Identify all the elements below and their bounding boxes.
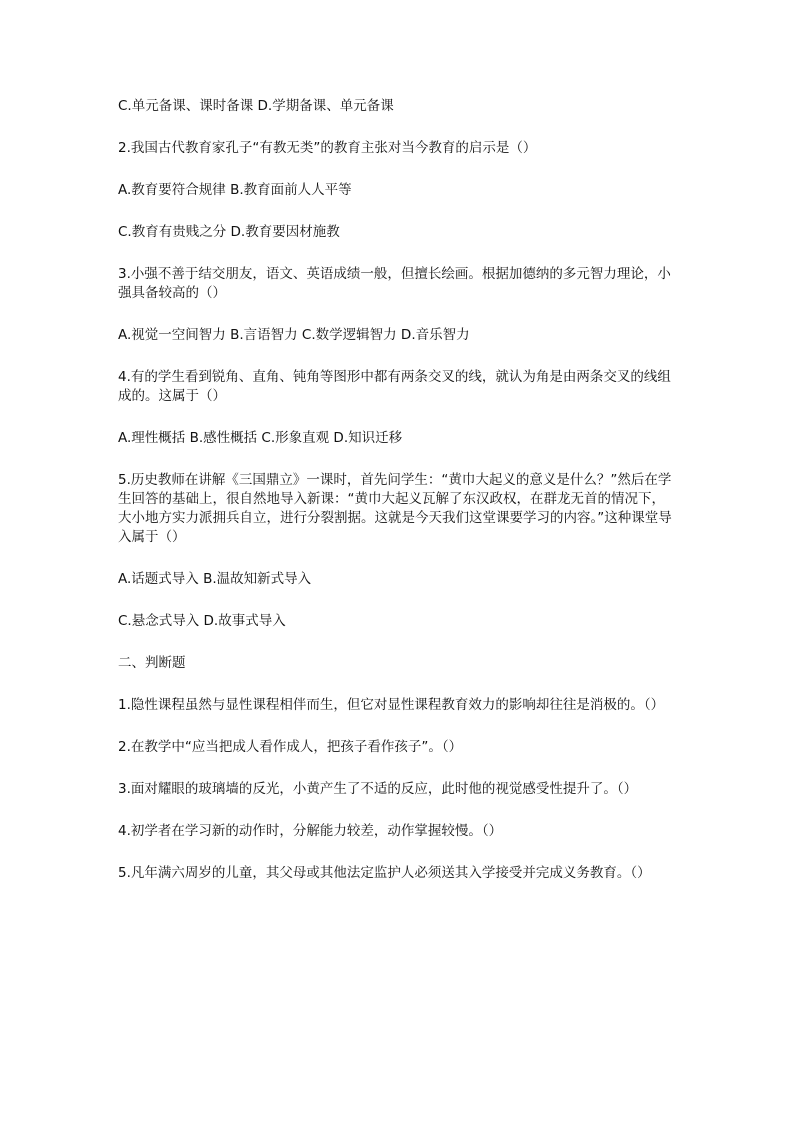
question-judge-5: 5.凡年满六周岁的儿童，其父母或其他法定监护人必须送其入学接受并完成义务教育。（） — [118, 865, 651, 881]
question-judge-2: 2.在教学中“应当把成人看作成人，把孩子看作孩子”。（） — [118, 739, 463, 755]
question-choice-2: 2.我国古代教育家孔子“有教无类”的教育主张对当今教育的启示是（） — [118, 140, 537, 156]
section-heading: 二、判断题 — [118, 655, 186, 671]
question-judge-3: 3.面对耀眼的玻璃墙的反光，小黄产生了不适的反应，此时他的视觉感受性提升了。（） — [118, 781, 638, 797]
option-line-abcd: A.视觉一空间智力 B.言语智力 C.数学逻辑智力 D.音乐智力 — [118, 327, 470, 343]
option-line-cd: C.教育有贵贱之分 D.教育要因材施教 — [118, 224, 340, 240]
question-judge-1: 1.隐性课程虽然与显性课程相伴而生，但它对显性课程教育效力的影响却往往是消极的。（） — [118, 697, 665, 713]
option-line-ab: A.话题式导入 B.温故知新式导入 — [118, 571, 312, 587]
option-line-ab: A.教育要符合规律 B.教育面前人人平等 — [118, 182, 352, 198]
question-choice-3: 3.小强不善于结交朋友，语文、英语成绩一般，但擅长绘画。根据加德纳的多元智力理论，小强具备较高的（） — [118, 266, 671, 301]
document-page — [118, 97, 678, 883]
question-choice-5: 5.历史教师在讲解《三国鼎立》一课时，首先问学生：“黄巾大起义的意义是什么？”然后在学生回答的基础上，很自然地导入新课：“黄巾大起义瓦解了东汉政权，在群龙无首的情况下，大小地方实力派拥兵自立，进行分裂割据。这就是今天我们这堂课要学习的内容。”这种课堂导入属于（） — [118, 472, 672, 545]
option-line-abcd: A.理性概括 B.感性概括 C.形象直观 D.知识迁移 — [118, 430, 403, 446]
option-line-cd: C.悬念式导入 D.故事式导入 — [118, 613, 286, 629]
question-choice-4: 4.有的学生看到锐角、直角、钝角等图形中都有两条交叉的线，就认为角是由两条交叉的线组成的。这属于（） — [118, 369, 671, 404]
question-judge-4: 4.初学者在学习新的动作时，分解能力较差，动作掌握较慢。（） — [118, 823, 503, 839]
option-line-cd: C.单元备课、课时备课 D.学期备课、单元备课 — [118, 98, 394, 114]
